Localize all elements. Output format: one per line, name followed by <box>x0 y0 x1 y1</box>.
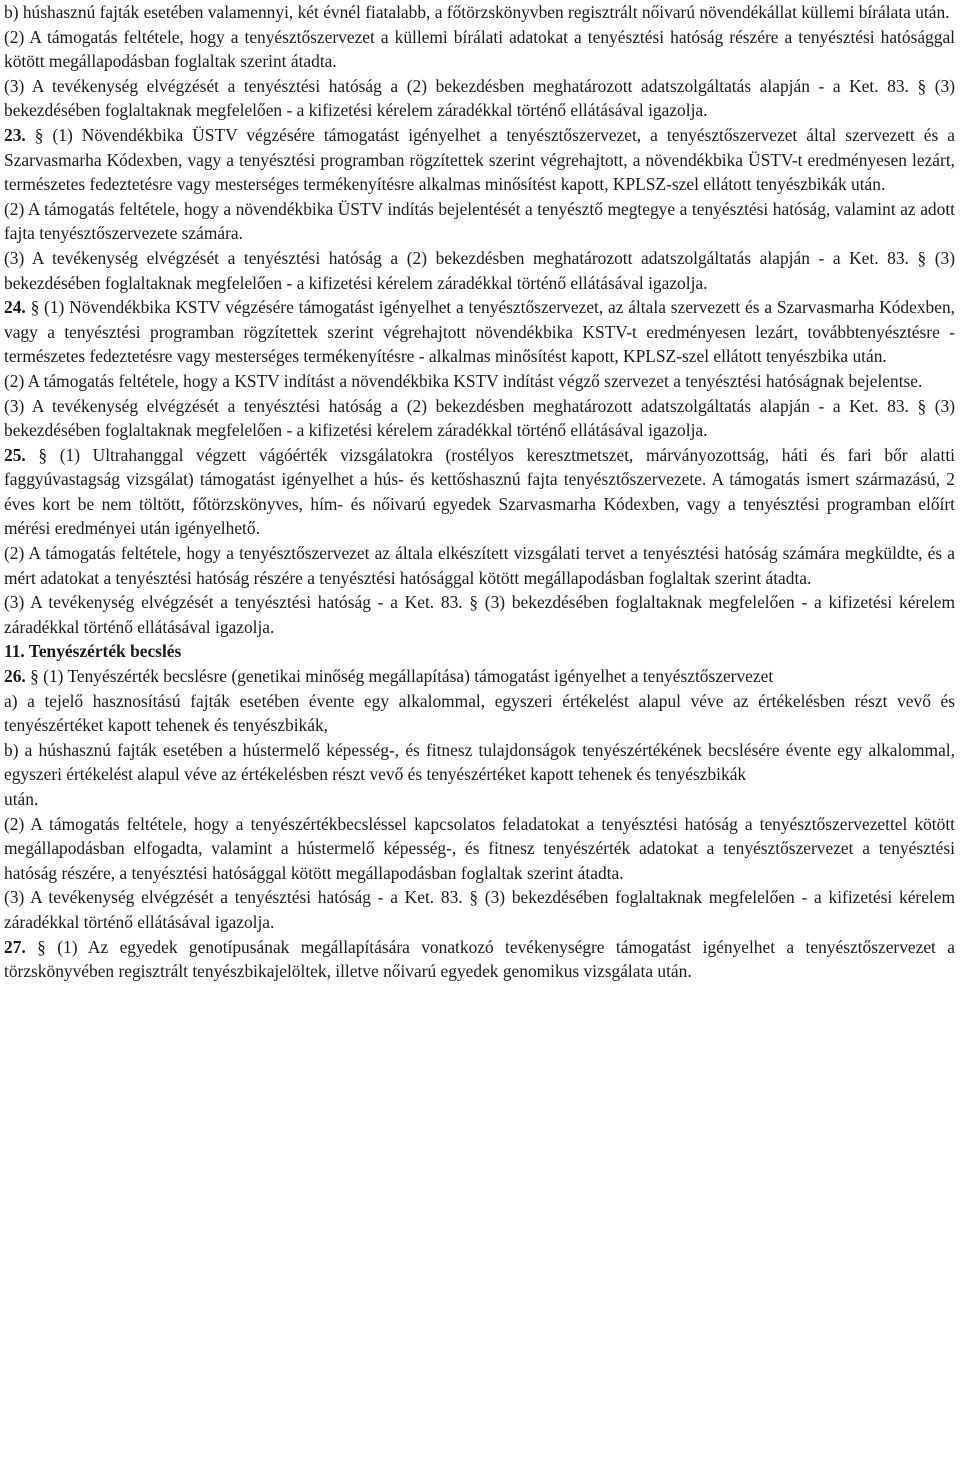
section-25-paragraph-3: (3) A tevékenység elvégzését a tenyésztési hatóság - a Ket. 83. § (3) bekezdésében foglaltaknak megfelelően - a kifizetési kérelem záradékkal történő ellátásával igazolja. <box>4 592 955 637</box>
paragraph-top-b: b) húshasznú fajták esetében valamennyi, két évnél fiatalabb, a főtörzskönyvben regisztrált nőivarú növendékállat küllemi bírálata után. <box>4 2 950 22</box>
section-27-paragraph-1 <box>4 935 955 984</box>
section-26-number: 26. <box>4 666 26 687</box>
section-26-paragraph-2: (2) A támogatás feltétele, hogy a tenyészértékbecsléssel kapcsolatos feladatokat a tenyésztési hatóság a tenyésztőszervezettel kötött megállapodásban elfogadta, valamint a hústermelő képesség-, és fitnesz tenyészérték adatokat a tenyésztőszervezet a tenyésztési hatóság részére, a tenyésztési hatósággal kötött megállapodásban foglaltak szerint átadta. <box>4 813 955 883</box>
section-23-paragraph-3: (3) A tevékenység elvégzését a tenyésztési hatóság a (2) bekezdésben meghatározott adatszolgáltatás alapján - a Ket. 83. § (3) bekezdésében foglaltaknak megfelelően - a kifizetési kérelem záradékkal történő ellátásával igazolja. <box>4 247 955 293</box>
section-26-point-b-end: után. <box>4 789 39 809</box>
paragraph-top-3: (3) A tevékenység elvégzését a tenyésztési hatóság a (2) bekezdésben meghatározott adatszolgáltatás alapján - a Ket. 83. § (3) bekezdésében foglaltaknak megfelelően - a kifizetési kérelem záradékkal történő ellátásával igazolja. <box>4 75 955 121</box>
section-25-text: § (1) Ultrahanggal végzett vágóérték vizsgálatokra (rostélyos keresztmetszet, márványozottság, háti és fari bőr alatti faggyúvastagság vizsgálat) támogatást igényelhet a hús- és kettőshasznú fajta tenyésztőszervezete. A támogatás ismert származású, 2 éves kort be nem töltött, főtörzskönyves, hím- és nőivarú egyedek Szarvasmarha Kódexben, vagy a tenyésztési programban előírt mérési eredményei után igényelhető. <box>4 444 955 539</box>
section-23-number: 23. <box>4 124 26 145</box>
section-24-paragraph-3: (3) A tevékenység elvégzését a tenyésztési hatóság a (2) bekezdésben meghatározott adatszolgáltatás alapján - a Ket. 83. § (3) bekezdésében foglaltaknak megfelelően - a kifizetési kérelem záradékkal történő ellátásával igazolja. <box>4 395 955 441</box>
section-26-paragraph-1 <box>4 664 955 689</box>
section-24-number: 24. <box>4 297 26 318</box>
section-23-paragraph-1 <box>4 123 955 197</box>
section-27-number: 27. <box>4 936 26 957</box>
section-11-title: 11. Tenyészérték becslés <box>4 641 182 662</box>
section-27-text: § (1) Az egyedek genotípusának megállapítására vonatkozó tevékenységre támogatást igényelhet a tenyésztőszervezet a törzskönyvében regisztrált tenyészbikajelöltek, illetve nőivarú egyedek genomikus vizsgálata után. <box>4 936 955 982</box>
section-26-paragraph-3: (3) A tevékenység elvégzését a tenyésztési hatóság - a Ket. 83. § (3) bekezdésében foglaltaknak megfelelően - a kifizetési kérelem záradékkal történő ellátásával igazolja. <box>4 887 955 932</box>
section-24-text: § (1) Növendékbika KSTV végzésére támogatást igényelhet a tenyésztőszervezet, az általa szervezett és a Szarvasmarha Kódexben, vagy a tenyésztési programban rögzítettek szerint végrehajtott növendékbika KSTV-t eredményesen lezárt, továbbtenyésztésre - természetes fedeztetésre vagy mesterséges termékenyítésre - alkalmas minősítést kapott, KPLSZ-szel ellátott tenyészbika után. <box>4 297 955 367</box>
section-25-number: 25. <box>4 444 26 465</box>
section-25-paragraph-1 <box>4 443 955 541</box>
section-24-paragraph-1 <box>4 295 955 369</box>
section-25-paragraph-2: (2) A támogatás feltétele, hogy a tenyésztőszervezet az általa elkészített vizsgálati tervet a tenyésztési hatóság számára megküldte, és a mért adatokat a tenyésztési hatóság részére a tenyésztési hatósággal kötött megállapodásban foglaltak szerint átadta. <box>4 543 955 588</box>
paragraph-top-2: (2) A támogatás feltétele, hogy a tenyésztőszervezet a küllemi bírálati adatokat a tenyésztési hatóság részére a tenyésztési hatósággal kötött megállapodásban foglaltak szerint átadta. <box>4 26 955 72</box>
section-23-text: § (1) Növendékbika ÜSTV végzésére támogatást igényelhet a tenyésztőszervezet, a tenyésztőszervezet által szervezett és a Szarvasmarha Kódexben, vagy a tenyésztési programban rögzítettek szerint végrehajtott, a növendékbika ÜSTV-t eredményesen lezárt, természetes fedeztetésre vagy mesterséges termékenyítésre alkalmas minősítést kapott, KPLSZ-szel ellátott tenyészbikák után. <box>4 124 955 195</box>
section-24-paragraph-2: (2) A támogatás feltétele, hogy a KSTV indítást a növendékbika KSTV indítást végző szervezet a tenyésztési hatóságnak bejelentse. <box>4 370 923 391</box>
section-26-point-b: b) a húshasznú fajták esetében a hústermelő képesség-, és fitnesz tulajdonságok tenyészértékének becslésére évente egy alkalommal, egyszeri értékelést alapul véve az értékelésben részt vevő és tenyészértéket kapott tehenek és tenyészbikák <box>4 739 955 785</box>
section-23-paragraph-2: (2) A támogatás feltétele, hogy a növendékbika ÜSTV indítás bejelentését a tenyésztő megtegye a tenyésztési hatóság, valamint az adott fajta tenyésztőszervezete számára. <box>4 198 955 244</box>
section-26-point-a: a) a tejelő hasznosítású fajták esetében évente egy alkalommal, egyszeri értékelést alapul véve az értékelésben részt vevő és tenyészértéket kapott tehenek és tenyészbikák, <box>4 690 955 736</box>
section-26-text: § (1) Tenyészérték becslésre (genetikai minőség megállapítása) támogatást igényelhet a tenyésztőszervezet <box>30 666 774 687</box>
